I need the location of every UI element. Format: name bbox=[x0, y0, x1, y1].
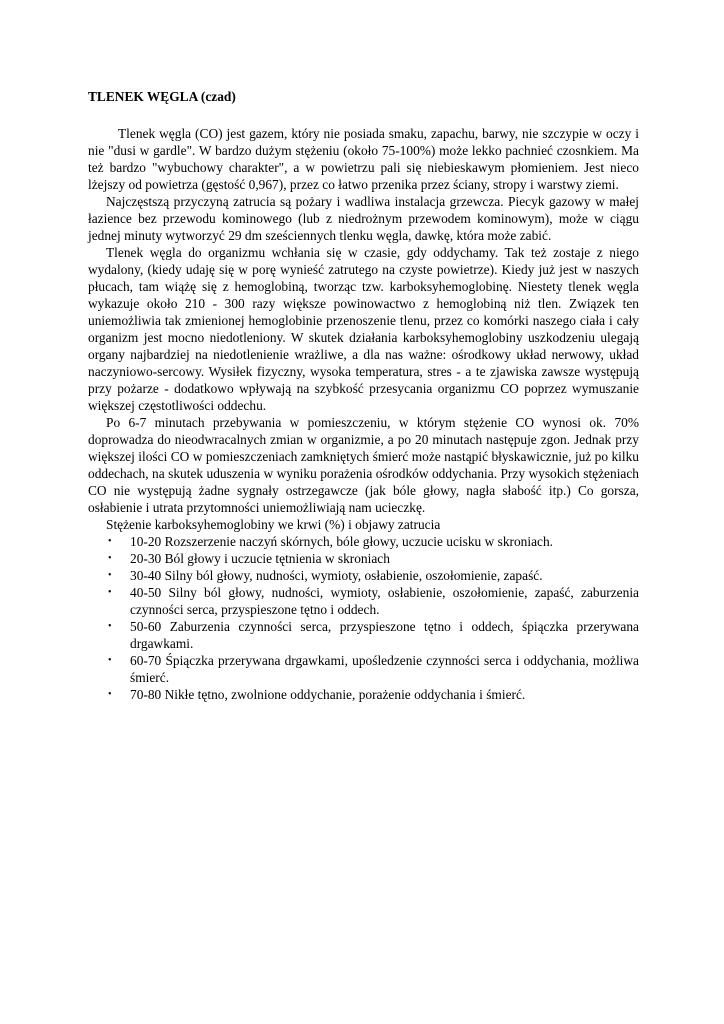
list-item bbox=[88, 567, 639, 584]
bullet-icon: • bbox=[108, 553, 112, 564]
paragraph-mechanism: Tlenek węgla do organizmu wchłania się w czasie, gdy oddychamy. Tak też zostaje z niego wydalony, (kiedy udaję się w porę wynieść zatrutego na czyste powietrze). Kiedy już jest w naszych płucach, tam wiążę się z hemoglobiną, tworząc tzw. karboksyhemoglobinę. Niestety tlenek węgla wykazuje około 210 - 300 razy większe powinowactwo z hemoglobiną niż tlen. Związek ten uniemożliwia tak zmienionej hemoglobinie przenoszenie tlenu, przez co komórki naszego ciała i cały organizm jest mocno niedotleniony. W skutek działania karboksyhemoglobiny uszkodzeniu ulegają organy najbardziej na niedotlenienie wrażliwe, a dla nas ważne: ośrodkowy układ nerwowy, układ naczyniowo-sercowy. Wysiłek fizyczny, wysoka temperatura, stres - a te zjawiska zawsze występują przy pożarze - dodatkowo wpływają na szybkość przesycania organizmu CO poprzez wymuszanie większej częstotliwości oddechu. bbox=[88, 245, 639, 413]
document-page bbox=[88, 88, 639, 703]
document-title: TLENEK WĘGLA (czad) bbox=[88, 89, 236, 104]
stage-text: 10-20 Rozszerzenie naczyń skórnych, bóle głowy, uczucie ucisku w skroniach. bbox=[130, 534, 554, 549]
stage-text: 30-40 Silny ból głowy, nudności, wymioty, osłabienie, oszołomienie, zapaść. bbox=[130, 568, 543, 583]
bullet-icon: • bbox=[108, 570, 112, 581]
list-item bbox=[88, 533, 639, 550]
paragraph-causes: Najczęstszą przyczyną zatrucia są pożary i wadliwa instalacja grzewcza. Piecyk gazowy w małej łazience bez przewodu kominowego (lub z niedrożnym przewodem kominowym), może w ciągu jednej minuty wytworzyć 29 dm sześciennych tlenku węgla, dawkę, która może zabić. bbox=[88, 194, 639, 243]
stage-text: 40-50 Silny ból głowy, nudności, wymioty, osłabienie, oszołomienie, zapaść, zaburzenia czynności serca, przyspieszone tętno i oddech. bbox=[130, 585, 639, 617]
bullet-icon: • bbox=[108, 587, 112, 598]
list-item bbox=[88, 618, 639, 652]
list-item bbox=[88, 584, 639, 618]
bullet-icon: • bbox=[108, 689, 112, 700]
paragraph-properties: Tlenek węgla (CO) jest gazem, który nie posiada smaku, zapachu, barwy, nie szczypie w oczy i nie "dusi w gardle". W bardzo dużym stężeniu (około 75-100%) może lekko pachnieć czosnkiem. Ma też bardzo "wybuchowy charakter", a w powietrzu pali się niebieskawym płomieniem. Jest nieco lżejszy od powietrza (gęstość 0,967), przez co łatwo przenika przez ściany, stropy i warstwy ziemi. bbox=[88, 126, 639, 192]
stage-text: 20-30 Ból głowy i uczucie tętnienia w skroniach bbox=[130, 551, 390, 566]
stage-text: 60-70 Śpiączka przerywana drgawkami, upośledzenie czynności serca i oddychania, możliwa śmierć. bbox=[130, 653, 639, 685]
list-item bbox=[88, 550, 639, 567]
bullet-icon: • bbox=[108, 621, 112, 632]
list-item bbox=[88, 652, 639, 686]
stage-text: 50-60 Zaburzenia czynności serca, przyspieszone tętno i oddech, śpiączka przerywana drgawkami. bbox=[130, 619, 639, 651]
stage-text: 70-80 Nikłe tętno, zwolnione oddychanie, porażenie oddychania i śmierć. bbox=[130, 687, 526, 702]
stages-intro: Stężenie karboksyhemoglobiny we krwi (%) i objawy zatrucia bbox=[106, 517, 441, 532]
list-item bbox=[88, 686, 639, 703]
bullet-icon: • bbox=[108, 536, 112, 547]
bullet-icon: • bbox=[108, 655, 112, 666]
paragraph-effects: Po 6-7 minutach przebywania w pomieszczeniu, w którym stężenie CO wynosi ok. 70% doprowadza do nieodwracalnych zmian w organizmie, a po 20 minutach następuje zgon. Jednak przy większej ilości CO w pomieszczeniach zamkniętych śmierć może nastąpić błyskawicznie, już po kilku oddechach, na skutek uduszenia w wyniku porażenia ośrodków oddychania. Przy wysokich stężeniach CO nie występują żadne sygnały ostrzegawcze (jak bóle głowy, nagła słabość itp.) Co gorsza, osłabienie i utrata przytomności uniemożliwiają nam ucieczkę. bbox=[88, 415, 639, 515]
stages-list bbox=[88, 533, 639, 703]
